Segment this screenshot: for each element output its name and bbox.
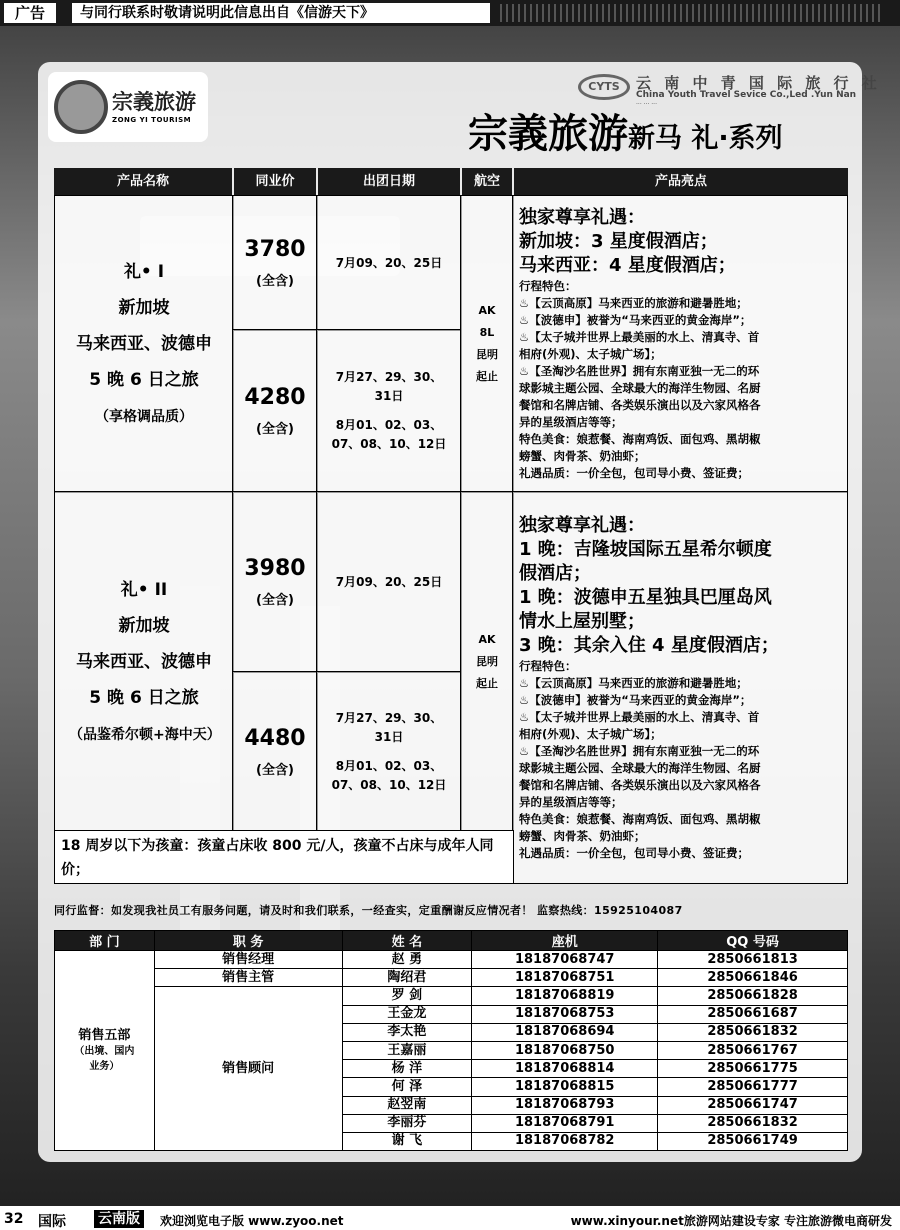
price-value: 3980 [244, 556, 306, 581]
feature-line: 餐馆和名牌店铺、各类娱乐演出以及六家风格各 [519, 778, 761, 792]
staff-qq: 2850661749 [658, 1132, 848, 1150]
staff-name: 王嘉丽 [342, 1041, 472, 1059]
footer-bar [0, 1208, 900, 1230]
staff-name: 杨 洋 [342, 1060, 472, 1078]
price-value: 4280 [244, 385, 306, 410]
departure-dates: 8月01、02、03、 [335, 758, 443, 773]
top-banner [0, 0, 900, 26]
price-inclusive: (全含) [256, 762, 294, 778]
footer-tagline-link[interactable]: www.xinyour.net旅游网站建设专家 专注旅游微电商研发 [570, 1214, 892, 1228]
dates-cell [316, 195, 462, 331]
series-title [468, 112, 783, 161]
staff-phone: 18187068750 [472, 1041, 658, 1059]
feature-line: ♨【云顶高原】马来西亚的旅游和避暑胜地； [519, 676, 748, 690]
feature-line: ♨【圣淘沙名胜世界】拥有东南亚独一无二的环 [519, 364, 760, 378]
series-title-main: 宗義旅游 [468, 111, 628, 157]
staff-col-header: 姓 名 [342, 931, 472, 951]
price-cell [232, 671, 318, 832]
highlights-cell [512, 195, 848, 493]
staff-qq: 2850661747 [658, 1096, 848, 1114]
staff-phone: 18187068747 [472, 951, 658, 969]
staff-qq: 2850661767 [658, 1041, 848, 1059]
staff-name: 王金龙 [342, 1005, 472, 1023]
agency-fine-print-decoration: ··· ··· ··· [636, 101, 657, 108]
logo-name: 宗義旅游 [112, 90, 196, 114]
product-tier: 礼• II [120, 579, 168, 600]
product-destination: 新加坡 [118, 298, 170, 318]
staff-qq: 2850661832 [658, 1114, 848, 1132]
col-header-airline: 航空 [462, 168, 512, 195]
staff-phone: 18187068815 [472, 1078, 658, 1096]
staff-qq: 2850661832 [658, 1023, 848, 1041]
child-pricing-note: 18 周岁以下为孩童：孩童占床收 800 元/人，孩童不占床与成年人同价； [54, 830, 514, 884]
price-inclusive: (全含) [256, 422, 294, 437]
staff-phone: 18187068694 [472, 1023, 658, 1041]
airline-code: AK [478, 632, 496, 646]
staff-qq: 2850661775 [658, 1060, 848, 1078]
highlight-line: 独家尊享礼遇： [519, 207, 645, 228]
departure-dates: 07、08、10、12日 [331, 437, 447, 451]
feature-line: 球影城主题公园、全球最大的海洋生物园、名厨 [519, 381, 761, 395]
staff-qq: 2850661828 [658, 987, 848, 1005]
price-cell [232, 491, 318, 673]
feature-line: 行程特色： [519, 659, 577, 673]
department-cell [55, 951, 155, 1151]
staff-phone: 18187068793 [472, 1096, 658, 1114]
route-note: 起止 [476, 370, 498, 383]
price-inclusive: (全含) [256, 274, 294, 289]
product-name-cell [54, 491, 234, 832]
departure-dates: 31日 [374, 389, 404, 403]
departure-dates: 8月01、02、03、 [335, 418, 443, 432]
ad-label: 广告 [4, 3, 56, 23]
highlight-line: 新加坡：3 星度假酒店； [519, 231, 718, 252]
product-note: （享格调品质） [95, 409, 193, 425]
staff-col-header: 职 务 [154, 931, 342, 951]
airline-cell [460, 195, 514, 493]
feature-line: ♨【太子城并世界上最美丽的水上、清真寺、首 [519, 710, 760, 724]
feature-line: 异的星级酒店等等； [519, 795, 623, 809]
highlight-line: 独家尊享礼遇： [519, 515, 645, 536]
staff-qq: 2850661846 [658, 969, 848, 987]
feature-line: ♨【波德申】被誉为“马来西亚的黄金海岸”； [519, 313, 752, 327]
series-title-sub: 新马 礼·系列 [628, 123, 783, 154]
dates-cell [316, 329, 462, 493]
staff-qq: 2850661813 [658, 951, 848, 969]
col-header-product: 产品名称 [54, 168, 232, 195]
feature-line: 特色美食：娘惹餐、海南鸡饭、面包鸡、黑胡椒 [519, 432, 761, 446]
product-table [54, 168, 848, 884]
highlight-line: 1 晚：波德申五星独具巴厘岛风 [519, 587, 772, 608]
departure-dates: 7月27、29、30、 [335, 710, 443, 725]
department-note: （出境、国内 [74, 1045, 135, 1057]
product-duration: 5 晚 6 日之旅 [89, 687, 199, 708]
departure-dates: 7月09、20、25日 [335, 255, 443, 270]
price-cell [232, 329, 318, 493]
staff-role: 销售主管 [154, 969, 342, 987]
feature-line: ♨【圣淘沙名胜世界】拥有东南亚独一无二的环 [519, 744, 760, 758]
staff-phone: 18187068753 [472, 1005, 658, 1023]
highlight-line: 情水上屋别墅； [519, 611, 645, 632]
highlight-line: 马来西亚：4 星度假酒店； [519, 255, 736, 276]
departure-city: 昆明 [476, 654, 498, 668]
product-name-cell [54, 195, 234, 493]
feature-line: 螃蟹、肉骨茶、奶油虾； [519, 449, 646, 463]
staff-qq: 2850661777 [658, 1078, 848, 1096]
col-header-dates: 出团日期 [318, 168, 460, 195]
supervision-hotline: 同行监督：如发现我社员工有服务问题，请及时和我们联系，一经查实，定重酬谢反应情况者！ 监察热线：15925104087 [54, 904, 683, 917]
staff-col-header: QQ 号码 [658, 931, 848, 951]
section-label: 国际 [38, 1214, 66, 1230]
staff-phone: 18187068814 [472, 1060, 658, 1078]
departure-dates: 31日 [374, 729, 404, 744]
price-value: 4480 [244, 725, 306, 751]
source-notice: 与同行联系时敬请说明此信息出自《信游天下》 [72, 3, 490, 23]
departure-dates: 7月27、29、30、 [335, 370, 443, 384]
highlights-cell [512, 491, 848, 884]
agency-name-cn: 云 南 中 青 国 际 旅 行 社 [636, 74, 881, 92]
edition-badge: 云南版 [94, 1210, 144, 1228]
price-inclusive: (全含) [256, 593, 294, 608]
feature-line: ♨【太子城并世界上最美丽的水上、清真寺、首 [519, 330, 760, 344]
feature-line: 球影城主题公园、全球最大的海洋生物园、名厨 [519, 761, 761, 775]
product-note: （品鉴希尔顿+海中天） [69, 726, 221, 743]
table-row [55, 969, 848, 987]
staff-name: 谢 飞 [342, 1132, 472, 1150]
feature-line: ♨【云顶高原】马来西亚的旅游和避暑胜地； [519, 296, 748, 310]
product-duration: 5 晚 6 日之旅 [89, 370, 199, 390]
table-row [55, 951, 848, 969]
airline-code: 8L [479, 326, 495, 339]
dates-cell [316, 671, 462, 832]
page-number: 32 [4, 1211, 24, 1227]
feature-line: ♨【波德申】被誉为“马来西亚的黄金海岸”； [519, 693, 752, 707]
footprint-icon [54, 80, 108, 134]
brand-logo [48, 72, 208, 142]
feature-line: 行程特色： [519, 279, 577, 293]
airline-code: AK [478, 304, 496, 317]
dates-cell [316, 491, 462, 673]
cyts-logo-icon: CYTS [578, 74, 630, 100]
highlight-line: 3 晚：其余入住 4 星度假酒店； [519, 635, 779, 656]
staff-phone: 18187068751 [472, 969, 658, 987]
staff-qq: 2850661687 [658, 1005, 848, 1023]
departure-dates: 7月09、20、25日 [335, 574, 443, 589]
feature-line: 特色美食：娘惹餐、海南鸡饭、面包鸡、黑胡椒 [519, 812, 761, 826]
departure-city: 昆明 [476, 348, 498, 361]
staff-contact-table [54, 930, 848, 1151]
feature-line: 异的星级酒店等等； [519, 415, 623, 429]
staff-phone: 18187068819 [472, 987, 658, 1005]
staff-role: 销售顾问 [154, 987, 342, 1151]
staff-name: 李太艳 [342, 1023, 472, 1041]
department-note: 业务） [89, 1060, 120, 1072]
agency-name-en: China Youth Travel Sevice Co.,Led .Yun Nan [636, 90, 857, 100]
route-note: 起止 [476, 676, 498, 690]
staff-name: 赵 勇 [342, 951, 472, 969]
staff-name: 李丽芬 [342, 1114, 472, 1132]
airline-cell [460, 491, 514, 832]
price-cell [232, 195, 318, 331]
product-destination: 马来西亚、波德申 [76, 334, 212, 354]
staff-phone: 18187068782 [472, 1132, 658, 1150]
feature-line: 相府(外观)、太子城广场】； [519, 347, 662, 361]
feature-line: 礼遇品质：一价全包，包司导小费、签证费； [519, 846, 749, 860]
staff-name: 罗 剑 [342, 987, 472, 1005]
website-link[interactable]: 欢迎浏览电子版 www.zyoo.net [160, 1214, 344, 1228]
col-header-highlights: 产品亮点 [514, 168, 848, 195]
staff-phone: 18187068791 [472, 1114, 658, 1132]
staff-name: 何 泽 [342, 1078, 472, 1096]
table-row [55, 987, 848, 1005]
product-destination: 新加坡 [118, 615, 170, 636]
decorative-stripes [500, 4, 880, 22]
feature-line: 餐馆和名牌店铺、各类娱乐演出以及六家风格各 [519, 398, 761, 412]
feature-line: 礼遇品质：一价全包，包司导小费、签证费； [519, 466, 749, 480]
staff-name: 陶绍君 [342, 969, 472, 987]
feature-line: 螃蟹、肉骨茶、奶油虾； [519, 829, 646, 843]
staff-role: 销售经理 [154, 951, 342, 969]
department-name: 销售五部 [78, 1027, 131, 1043]
highlight-line: 1 晚：吉隆坡国际五星希尔顿度 [519, 539, 772, 560]
highlight-line: 假酒店； [519, 563, 591, 584]
staff-col-header: 座机 [472, 931, 658, 951]
logo-subtitle: ZONG YI TOURISM [112, 116, 192, 124]
departure-dates: 07、08、10、12日 [331, 777, 447, 792]
price-value: 3780 [244, 237, 306, 262]
product-destination: 马来西亚、波德申 [76, 651, 212, 672]
product-tier: 礼• I [123, 262, 165, 282]
staff-col-header: 部 门 [55, 931, 155, 951]
staff-name: 赵翌南 [342, 1096, 472, 1114]
col-header-price: 同业价 [234, 168, 316, 195]
feature-line: 相府(外观)、太子城广场】； [519, 727, 662, 741]
